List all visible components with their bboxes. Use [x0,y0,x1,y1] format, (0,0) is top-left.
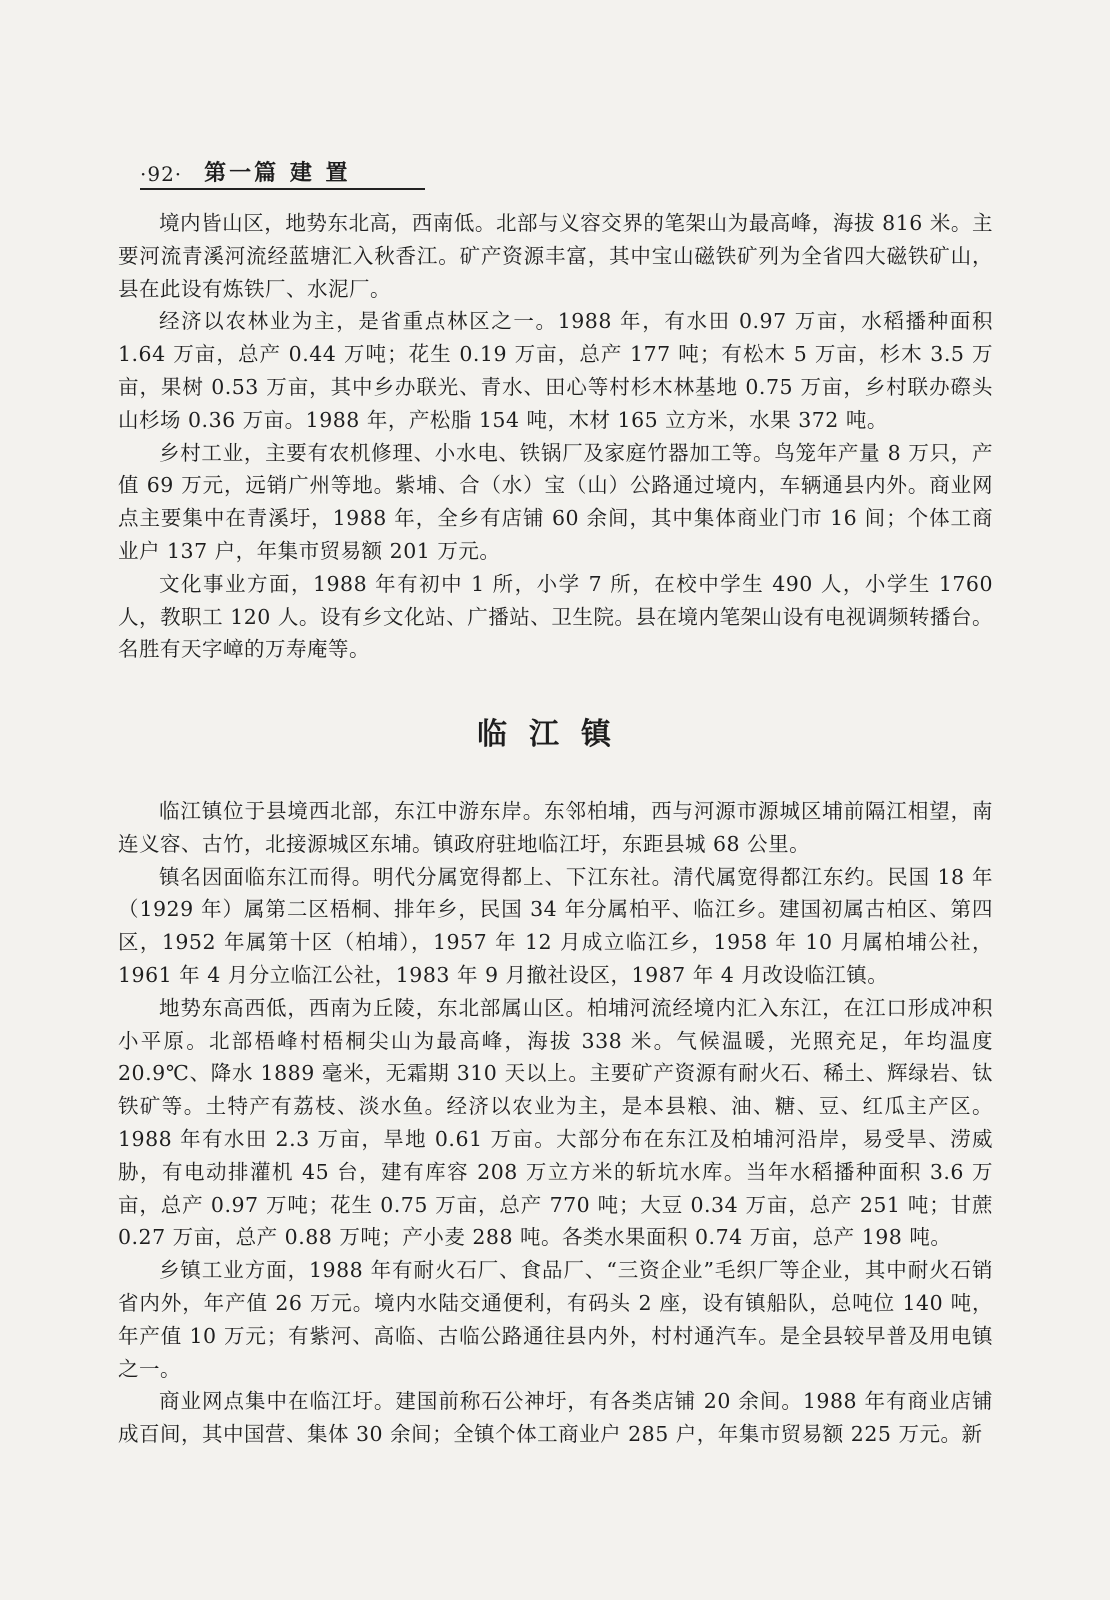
paragraph: 镇名因面临东江而得。明代分属宽得都上、下江东社。清代属宽得都江东约。民国 18 年（1929 年）属第二区梧桐、排年乡，民国 34 年分属柏平、临江乡。建国初属古柏区、第四区，1952 年属第十区（柏埔），1957 年 12 月成立临江乡，1958 年 10 月属柏埔公社，1961 年 4 月分立临江公社，1983 年 9 月撤社设区，1987 年 4 月改设临江镇。 [118,864,993,987]
paragraph: 乡镇工业方面，1988 年有耐火石厂、食品厂、“三资企业”毛织厂等企业，其中耐火石销省内外，年产值 26 万元。境内水陆交通便利，有码头 2 座，设有镇船队，总吨位 140 吨，年产值 10 万元；有紫河、高临、古临公路通往县内外，村村通汽车。是全县较早普及用电镇之一。 [118,1258,993,1381]
paragraph: 经济以农林业为主，是省重点林区之一。1988 年，有水田 0.97 万亩，水稻播种面积 1.64 万亩，总产 0.44 万吨；花生 0.19 万亩，总产 177 吨；有松木 5 万亩，杉木 3.5 万亩，果树 0.53 万亩，其中乡办联光、青水、田心等村杉木林基地 0.75 万亩，乡村联办磜头山杉场 0.36 万亩。1988 年，产松脂 154 吨，木材 165 立方米，水果 372 吨。 [118,309,993,432]
paragraph: 临江镇位于县境西北部，东江中游东岸。东邻柏埔，西与河源市源城区埔前隔江相望，南连义容、古竹，北接源城区东埔。镇政府驻地临江圩，东距县城 68 公里。 [118,799,993,856]
chapter-title: 临江镇 [477,717,633,752]
intro-text [118,207,993,666]
paragraph: 境内皆山区，地势东北高，西南低。北部与义容交界的笔架山为最高峰，海拔 816 米。主要河流青溪河流经蓝塘汇入秋香江。矿产资源丰富，其中宝山磁铁矿列为全省四大磁铁矿山，县在此设有炼铁厂、水泥厂。 [118,211,993,301]
page-number: ·92· [140,162,183,186]
paragraph: 文化事业方面，1988 年有初中 1 所，小学 7 所，在校中学生 490 人，小学生 1760 人，教职工 120 人。设有乡文化站、广播站、卫生院。县在境内笔架山设有电视调频转播台。名胜有天字嶂的万寿庵等。 [118,571,993,662]
paragraph: 地势东高西低，西南为丘陵，东北部属山区。柏埔河流经境内汇入东江，在江口形成冲积小平原。北部梧峰村梧桐尖山为最高峰，海拔 338 米。气候温暖，光照充足，年均温度 20.9℃、降水 1889 毫米，无霜期 310 天以上。主要矿产资源有耐火石、稀土、辉绿岩、钛铁矿等。土特产有荔枝、淡水鱼。经济以农业为主，是本县粮、油、糖、豆、红瓜主产区。1988 年有水田 2.3 万亩，旱地 0.61 万亩。大部分布在东江及柏埔河沿岸，易受旱、涝威胁，有电动排灌机 45 台，建有库容 208 万立方米的斩坑水库。当年水稻播种面积 3.6 万亩，总产 0.97 万吨；花生 0.75 万亩，总产 770 吨；大豆 0.34 万亩，总产 251 吨；甘蔗 0.27 万亩，总产 0.88 万吨；产小麦 288 吨。各类水果面积 0.74 万亩，总产 198 吨。 [118,995,993,1250]
paragraph: 商业网点集中在临江圩。建国前称石公神圩，有各类店铺 20 余间。1988 年有商业店铺成百间，其中国营、集体 30 余间；全镇个体工商业户 285 户，年集市贸易额 225 万元。新 [118,1389,993,1447]
chapter-body [118,795,993,1451]
section-title: 第一篇 建 置 [204,161,351,186]
running-header [140,150,425,190]
paragraph: 乡村工业，主要有农机修理、小水电、铁锅厂及家庭竹器加工等。鸟笼年产量 8 万只，产值 69 万元，远销广州等地。紫埔、合（水）宝（山）公路通过境内，车辆通县内外。商业网点主要集中在青溪圩，1988 年，全乡有店铺 60 余间，其中集体商业门市 16 间；个体工商业户 137 户，年集市贸易额 201 万元。 [118,440,993,563]
